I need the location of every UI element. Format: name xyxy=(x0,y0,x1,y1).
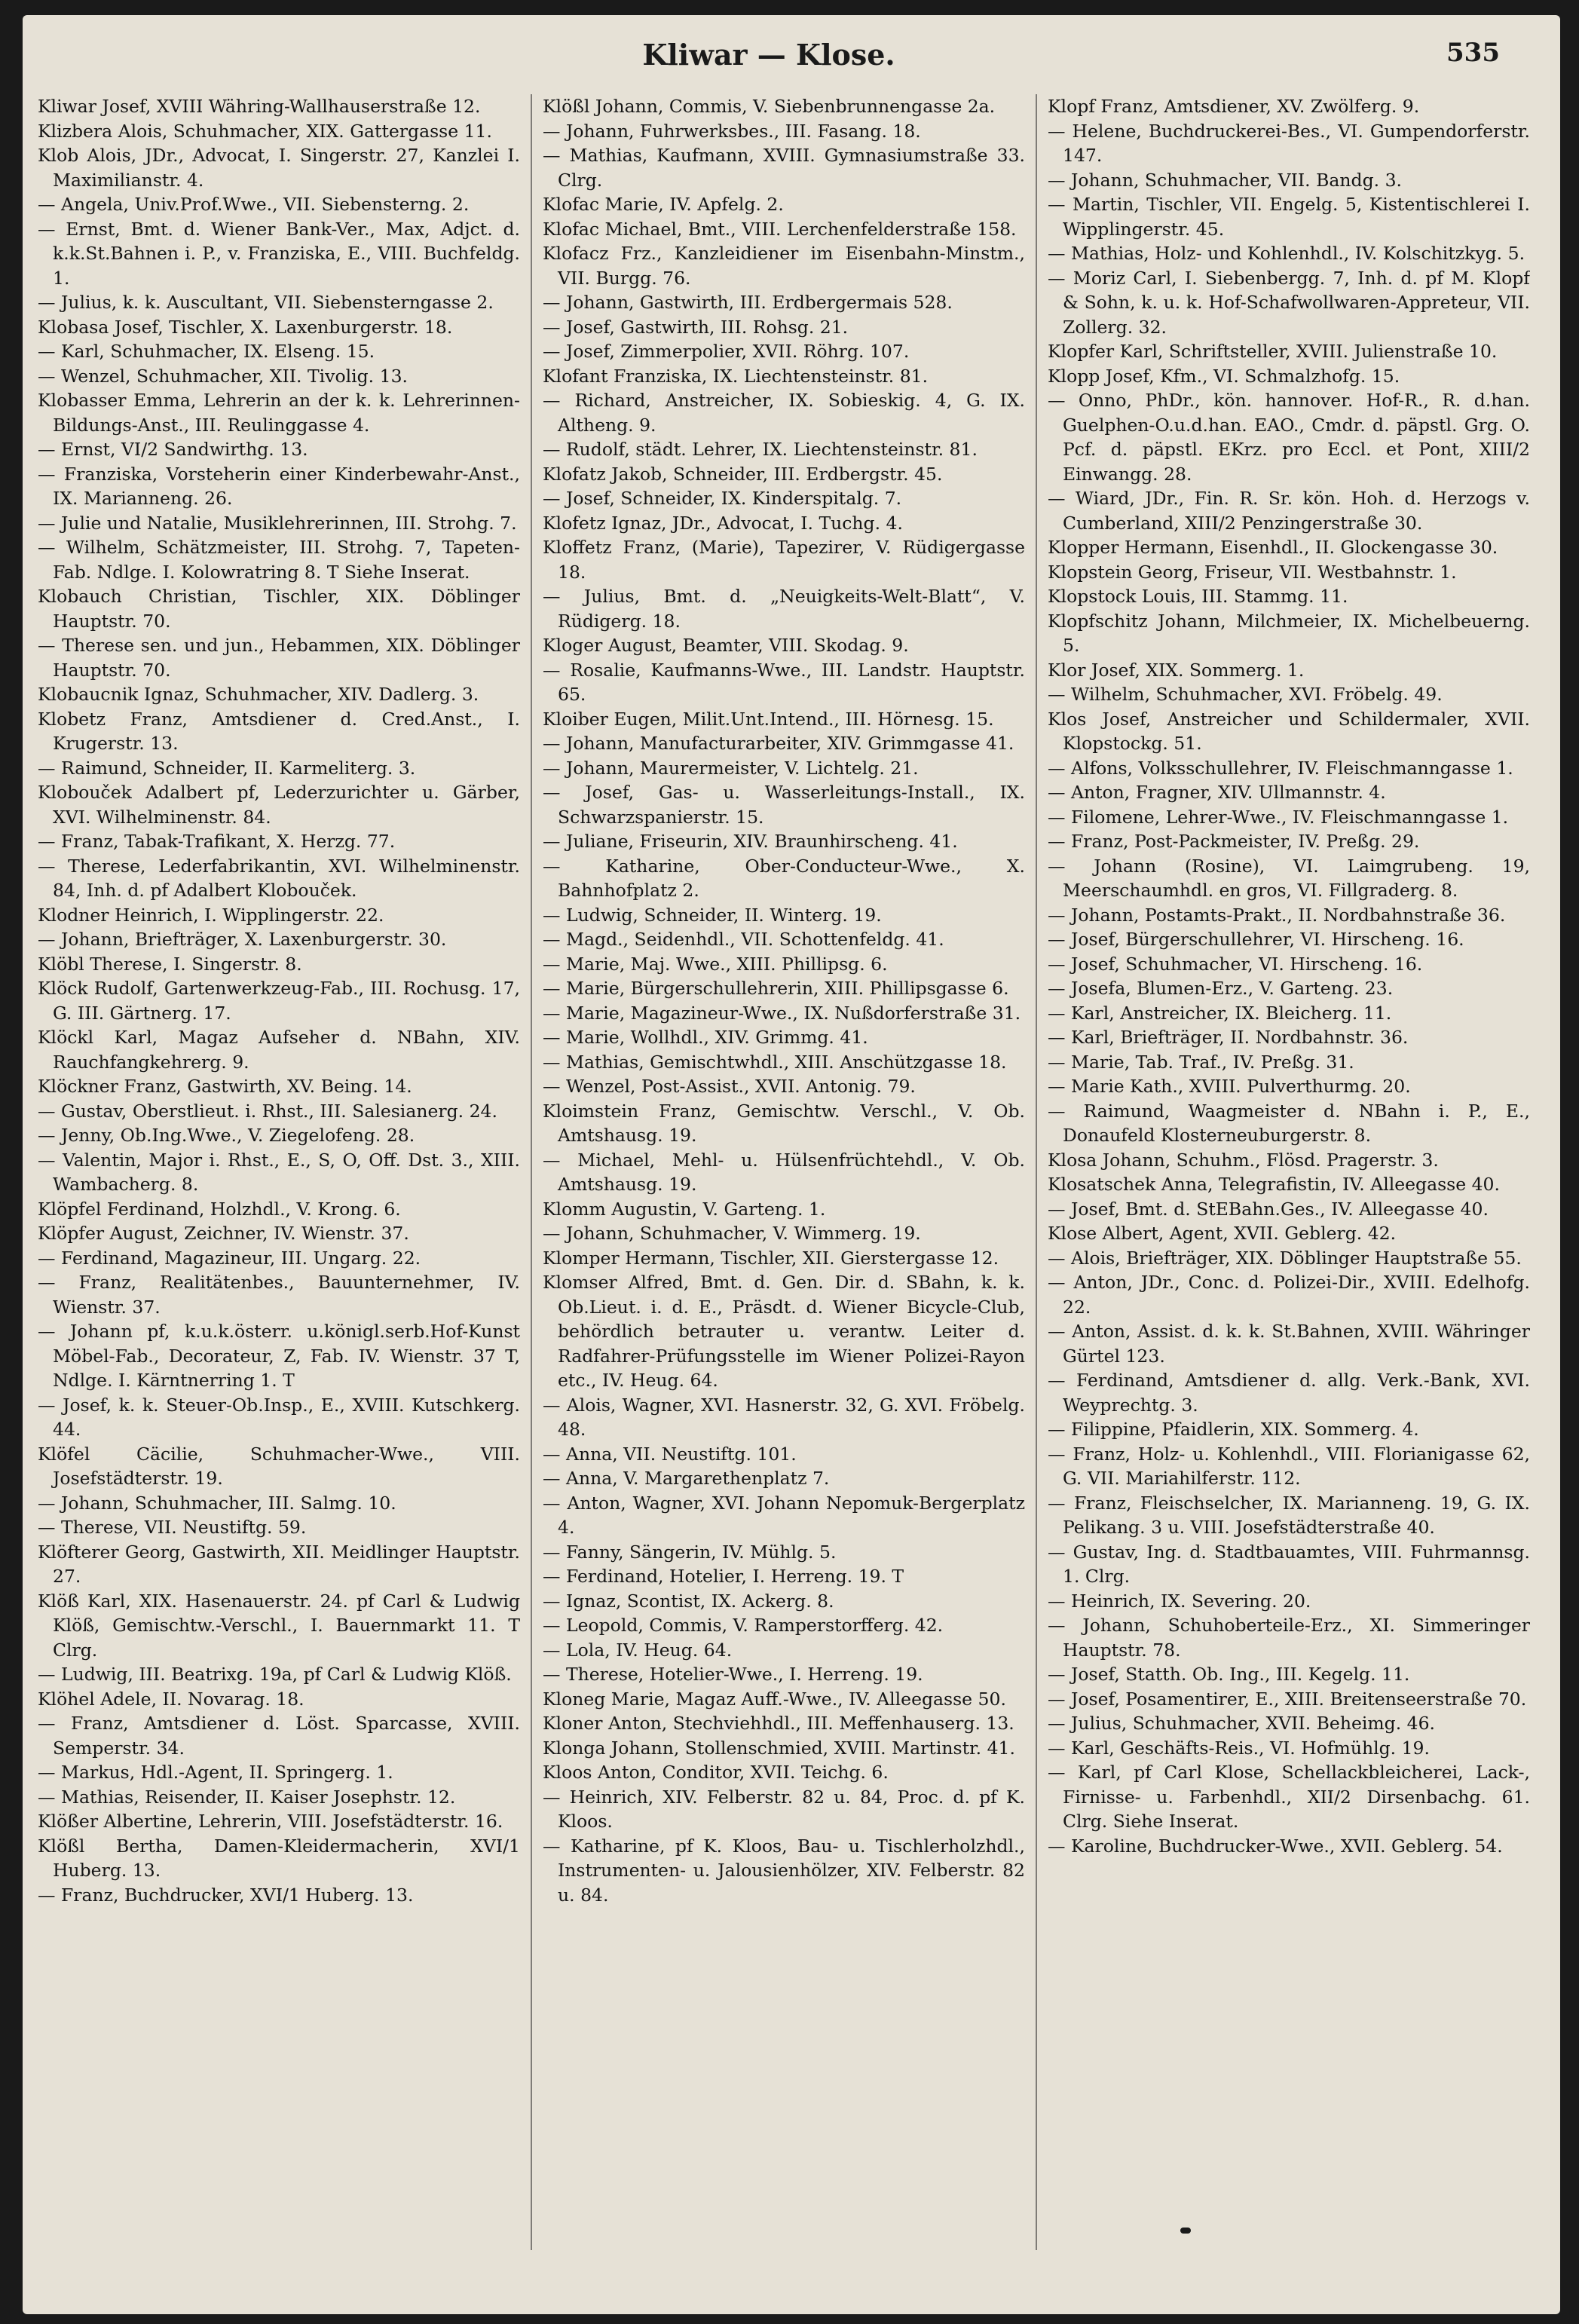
directory-entry: Klöckl Karl, Magaz Aufseher d. NBahn, XIV. Rauchfangkehrerg. 9. xyxy=(38,1027,520,1073)
directory-entry: — Johann, Postamts-Prakt., II. Nordbahnstraße 36. xyxy=(1048,904,1506,926)
directory-entry: — Anton, Wagner, XVI. Johann Nepomuk-Bergerplatz 4. xyxy=(543,1492,1025,1538)
directory-entry: — Anton, Assist. d. k. k. St.Bahnen, XVIII. Währinger Gürtel 123. xyxy=(1048,1321,1530,1367)
directory-entry: — Marie, Magazineur-Wwe., IX. Nußdorferstraße 31. xyxy=(543,1002,1021,1024)
directory-entry: — Mathias, Reisender, II. Kaiser Josephstr. 12. xyxy=(38,1786,456,1808)
directory-entry: — Julius, Bmt. d. „Neuigkeits-Welt-Blatt“, V. Rüdigerg. 18. xyxy=(543,586,1025,632)
directory-entry: Klöpfer August, Zeichner, IV. Wienstr. 37. xyxy=(38,1223,409,1244)
directory-entry: — Markus, Hdl.-Agent, II. Springerg. 1. xyxy=(38,1762,393,1783)
directory-entry: — Johann, Manufacturarbeiter, XIV. Grimmgasse 41. xyxy=(543,733,1014,754)
directory-entry: Kloiber Eugen, Milit.Unt.Intend., III. Hörnesg. 15. xyxy=(543,708,994,730)
directory-entry: — Jenny, Ob.Ing.Wwe., V. Ziegelofeng. 28. xyxy=(38,1125,415,1146)
directory-entry: — Ludwig, III. Beatrixg. 19a, pf Carl & Ludwig Klöß. xyxy=(38,1664,512,1685)
directory-entry: Klor Josef, XIX. Sommerg. 1. xyxy=(1048,659,1305,681)
directory-entry: Klobauch Christian, Tischler, XIX. Döblinger Hauptstr. 70. xyxy=(38,586,520,632)
column-3 xyxy=(1048,94,1530,2250)
page-header xyxy=(30,38,1507,83)
directory-entry: Klodner Heinrich, I. Wipplingerstr. 22. xyxy=(38,904,384,926)
directory-entry: — Karl, Schuhmacher, IX. Elseng. 15. xyxy=(38,341,375,362)
directory-entry: Klonga Johann, Stollenschmied, XVIII. Martinstr. 41. xyxy=(543,1737,1015,1759)
directory-entry: Kloimstein Franz, Gemischtw. Verschl., V. Ob. Amtshausg. 19. xyxy=(543,1100,1025,1146)
directory-entry: — Julie und Natalie, Musiklehrerinnen, III. Strohg. 7. xyxy=(38,512,517,534)
directory-entry: — Ferdinand, Hotelier, I. Herreng. 19. T xyxy=(543,1566,904,1587)
directory-entry: Klomper Hermann, Tischler, XII. Gierstergasse 12. xyxy=(543,1247,999,1269)
directory-entry: — Josef, Statth. Ob. Ing., III. Kegelg. 11. xyxy=(1048,1664,1410,1685)
directory-entry: — Johann pf, k.u.k.österr. u.königl.serb.Hof-Kunst Möbel-Fab., Decorateur, Z, Fab. IV. Wienstr. 37 T, Ndlge. I. Kärntnerring 1. T xyxy=(38,1321,520,1391)
directory-entry: — Katharine, pf K. Kloos, Bau- u. Tischlerholzhdl., Instrumenten- u. Jalousienhölzer, XIV. Felberstr. 82 u. 84. xyxy=(543,1835,1025,1906)
directory-entry: — Johann, Schuhoberteile-Erz., XI. Simmeringer Hauptstr. 78. xyxy=(1048,1615,1530,1661)
directory-entry: — Wiard, JDr., Fin. R. Sr. kön. Hoh. d. Herzogs v. Cumberland, XIII/2 Penzingerstraße 30. xyxy=(1048,488,1530,534)
directory-entry: Kloffetz Franz, (Marie), Tapezirer, V. Rüdigergasse 18. xyxy=(543,537,1025,583)
directory-entry: — Johann, Schuhmacher, III. Salmg. 10. xyxy=(38,1492,396,1514)
directory-entry: — Leopold, Commis, V. Ramperstorfferg. 42. xyxy=(543,1615,944,1636)
directory-entry: Klöbl Therese, I. Singerstr. 8. xyxy=(38,953,302,975)
page-number: 535 xyxy=(1446,38,1500,68)
directory-entry: — Mathias, Gemischtwhdl., XIII. Anschützgasse 18. xyxy=(543,1051,1007,1073)
directory-entry: Kliwar Josef, XVIII Währing-Wallhauserstraße 12. xyxy=(38,96,481,117)
directory-entry: — Alois, Briefträger, XIX. Döblinger Hauptstraße 55. xyxy=(1048,1247,1522,1269)
directory-entry: — Moriz Carl, I. Siebenbergg. 7, Inh. d. pf M. Klopf & Sohn, k. u. k. Hof-Schafwollwaren-Appreteur, VII. Zollerg. 32. xyxy=(1048,267,1530,338)
directory-entry: — Julius, Schuhmacher, XVII. Beheimg. 46. xyxy=(1048,1713,1436,1734)
column-1 xyxy=(38,94,520,2250)
directory-entry: — Wenzel, Schuhmacher, XII. Tivolig. 13. xyxy=(38,365,408,387)
directory-entry: Klöhel Adele, II. Novarag. 18. xyxy=(38,1688,304,1710)
directory-entry: — Michael, Mehl- u. Hülsenfrüchtehdl., V. Ob. Amtshausg. 19. xyxy=(543,1149,1025,1195)
directory-entry: Klomser Alfred, Bmt. d. Gen. Dir. d. SBahn, k. k. Ob.Lieut. i. d. E., Präsdt. d. Wiener Bicycle-Club, behördlich betrauter u. verantw. Leiter d. Radfahrer-Prüfungsstelle im Wiener Polizei-Rayon etc., IV. Heug. 64. xyxy=(543,1272,1025,1391)
directory-entry: Klos Josef, Anstreicher und Schildermaler, XVII. Klopstockg. 51. xyxy=(1048,708,1530,754)
directory-entry: Klose Albert, Agent, XVII. Geblerg. 42. xyxy=(1048,1223,1397,1244)
directory-entry: — Filippine, Pfaidlerin, XIX. Sommerg. 4. xyxy=(1048,1419,1419,1440)
directory-entry: — Alfons, Volksschullehrer, IV. Fleischmanngasse 1. xyxy=(1048,757,1513,779)
directory-entry: — Marie, Bürgerschullehrerin, XIII. Phillipsgasse 6. xyxy=(543,978,1009,999)
directory-entry: Klofac Michael, Bmt., VIII. Lerchenfelderstraße 158. xyxy=(543,218,1017,240)
directory-entry: Klobaucnik Ignaz, Schuhmacher, XIV. Dadlerg. 3. xyxy=(38,684,479,705)
directory-entry: — Josef, Bürgerschullehrer, VI. Hirscheng. 16. xyxy=(1048,929,1464,950)
directory-entry: — Franz, Amtsdiener d. Löst. Sparcasse, XVIII. Semperstr. 34. xyxy=(38,1713,520,1759)
directory-entry: — Juliane, Friseurin, XIV. Braunhirscheng. 41. xyxy=(543,831,958,852)
directory-entry: Klopstein Georg, Friseur, VII. Westbahnstr. 1. xyxy=(1048,561,1457,583)
directory-entry: Klofatz Jakob, Schneider, III. Erdbergstr. 45. xyxy=(543,463,943,485)
directory-entry: — Rudolf, städt. Lehrer, IX. Liechtensteinstr. 81. xyxy=(543,439,978,460)
directory-entry: — Franz, Holz- u. Kohlenhdl., VIII. Florianigasse 62, G. VII. Mariahilferstr. 112. xyxy=(1048,1443,1530,1489)
directory-entry: Klopf Franz, Amtsdiener, XV. Zwölferg. 9. xyxy=(1048,96,1420,117)
directory-entry: — Alois, Wagner, XVI. Hasnerstr. 32, G. XVI. Fröbelg. 48. xyxy=(543,1394,1025,1440)
directory-entry: — Josef, Zimmerpolier, XVII. Röhrg. 107. xyxy=(543,341,910,362)
directory-entry: — Johann, Schuhmacher, V. Wimmerg. 19. xyxy=(543,1223,921,1244)
directory-entry: — Josef, Posamentirer, E., XIII. Breitenseerstraße 70. xyxy=(1048,1688,1527,1710)
directory-entry: — Anna, VII. Neustiftg. 101. xyxy=(543,1443,797,1465)
directory-entry: — Gustav, Oberstlieut. i. Rhst., III. Salesianerg. 24. xyxy=(38,1100,497,1122)
directory-entry: — Julius, k. k. Auscultant, VII. Siebensterngasse 2. xyxy=(38,292,494,313)
directory-entry: — Raimund, Schneider, II. Karmeliterg. 3. xyxy=(38,757,416,779)
directory-entry: Klopfschitz Johann, Milchmeier, IX. Michelbeuerng. 5. xyxy=(1048,610,1530,656)
directory-entry: Klob Alois, JDr., Advocat, I. Singerstr. 27, Kanzlei I. Maximilianstr. 4. xyxy=(38,145,520,191)
directory-entry: — Therese, Lederfabrikantin, XVI. Wilhelminenstr. 84, Inh. d. pf Adalbert Klobouček. xyxy=(38,855,520,901)
directory-entry: — Johann, Briefträger, X. Laxenburgerstr. 30. xyxy=(38,929,447,950)
directory-entry: — Karl, pf Carl Klose, Schellackbleicherei, Lack-, Firnisse- u. Farbenhdl., XII/2 Dirsenbachg. 61. Clrg. Siehe Inserat. xyxy=(1048,1762,1530,1832)
directory-entry: — Martin, Tischler, VII. Engelg. 5, Kistentischlerei I. Wipplingerstr. 45. xyxy=(1048,194,1530,240)
directory-entry: — Ernst, Bmt. d. Wiener Bank-Ver., Max, Adjct. d. k.k.St.Bahnen i. P., v. Franziska, E., VIII. Buchfeldg. 1. xyxy=(38,218,520,289)
directory-entry: — Wenzel, Post-Assist., XVII. Antonig. 79. xyxy=(543,1076,916,1097)
directory-entry: — Karl, Geschäfts-Reis., VI. Hofmühlg. 19. xyxy=(1048,1737,1430,1759)
directory-entry: Klöß Karl, XIX. Hasenauerstr. 24. pf Carl & Ludwig Klöß, Gemischtw.-Verschl., I. Bauernmarkt 11. T Clrg. xyxy=(38,1590,520,1661)
directory-entry: — Ferdinand, Magazineur, III. Ungarg. 22. xyxy=(38,1247,421,1269)
directory-entry: — Rosalie, Kaufmanns-Wwe., III. Landstr. Hauptstr. 65. xyxy=(543,659,1025,705)
directory-entry: — Ludwig, Schneider, II. Winterg. 19. xyxy=(543,904,882,926)
column-divider xyxy=(531,94,532,2250)
directory-entry: — Franz, Post-Packmeister, IV. Preßg. 29. xyxy=(1048,831,1420,852)
directory-entry: Klöfterer Georg, Gastwirth, XII. Meidlinger Hauptstr. 27. xyxy=(38,1541,520,1587)
directory-entry: — Karoline, Buchdrucker-Wwe., XVII. Geblerg. 54. xyxy=(1048,1835,1503,1857)
directory-entry: Klomm Augustin, V. Garteng. 1. xyxy=(543,1198,826,1220)
directory-entry: Klopstock Louis, III. Stammg. 11. xyxy=(1048,586,1348,607)
running-title: Kliwar — Klose. xyxy=(642,38,895,72)
directory-entry: — Katharine, Ober-Conducteur-Wwe., X. Bahnhofplatz 2. xyxy=(543,855,1025,901)
directory-entry: Klosa Johann, Schuhm., Flösd. Pragerstr. 3. xyxy=(1048,1149,1439,1171)
directory-entry: — Raimund, Waagmeister d. NBahn i. P., E., Donaufeld Klosterneuburgerstr. 8. xyxy=(1048,1100,1530,1146)
directory-entry: — Johann (Rosine), VI. Laimgrubeng. 19, Meerschaumhdl. en gros, VI. Fillgraderg. 8. xyxy=(1048,855,1530,901)
directory-entry: Klobasa Josef, Tischler, X. Laxenburgerstr. 18. xyxy=(38,316,453,338)
directory-entry: — Johann, Gastwirth, III. Erdbergermais 528. xyxy=(543,292,953,313)
directory-entry: — Heinrich, XIV. Felberstr. 82 u. 84, Proc. d. pf K. Kloos. xyxy=(543,1786,1025,1832)
directory-entry: Klobetz Franz, Amtsdiener d. Cred.Anst., I. Krugerstr. 13. xyxy=(38,708,520,754)
directory-entry: — Anton, JDr., Conc. d. Polizei-Dir., XVIII. Edelhofg. 22. xyxy=(1048,1272,1530,1318)
directory-entry: Klofac Marie, IV. Apfelg. 2. xyxy=(543,194,784,215)
directory-entry: Klößl Johann, Commis, V. Siebenbrunnengasse 2a. xyxy=(543,96,996,117)
directory-entry: — Angela, Univ.Prof.Wwe., VII. Siebensterng. 2. xyxy=(38,194,470,215)
directory-entry: — Ferdinand, Amtsdiener d. allg. Verk.-Bank, XVI. Weyprechtg. 3. xyxy=(1048,1370,1530,1416)
directory-entry: — Franziska, Vorsteherin einer Kinderbewahr-Anst., IX. Marianneng. 26. xyxy=(38,463,520,509)
directory-entry: — Marie Kath., XVIII. Pulverthurmg. 20. xyxy=(1048,1076,1411,1097)
directory-entry: — Josefa, Blumen-Erz., V. Garteng. 23. xyxy=(1048,978,1394,999)
directory-entry: — Josef, Schuhmacher, VI. Hirscheng. 16. xyxy=(1048,953,1423,975)
directory-entry: — Anna, V. Margarethenplatz 7. xyxy=(543,1468,830,1489)
directory-entry: — Therese sen. und jun., Hebammen, XIX. Döblinger Hauptstr. 70. xyxy=(38,635,520,681)
directory-entry: — Valentin, Major i. Rhst., E., S, O, Off. Dst. 3., XIII. Wambacherg. 8. xyxy=(38,1149,520,1195)
directory-entry: — Fanny, Sängerin, IV. Mühlg. 5. xyxy=(543,1541,837,1563)
directory-entry: Klobasser Emma, Lehrerin an der k. k. Lehrerinnen-Bildungs-Anst., III. Reulinggasse 4. xyxy=(38,390,520,436)
directory-entry: — Marie, Tab. Traf., IV. Preßg. 31. xyxy=(1048,1051,1354,1073)
directory-entry: — Karl, Anstreicher, IX. Bleicherg. 11. xyxy=(1048,1002,1392,1024)
directory-entry: — Richard, Anstreicher, IX. Sobieskig. 4, G. IX. Altheng. 9. xyxy=(543,390,1025,436)
directory-entry: — Heinrich, IX. Severing. 20. xyxy=(1048,1590,1311,1612)
directory-entry: Klizbera Alois, Schuhmacher, XIX. Gattergasse 11. xyxy=(38,120,492,142)
directory-entry: — Ignaz, Scontist, IX. Ackerg. 8. xyxy=(543,1590,834,1612)
directory-entry: — Magd., Seidenhdl., VII. Schottenfeldg. 41. xyxy=(543,929,944,950)
directory-entry: Kloneg Marie, Magaz Auff.-Wwe., IV. Alleegasse 50. xyxy=(543,1688,1006,1710)
directory-entry: Klofacz Frz., Kanzleidiener im Eisenbahn-Minstm., VII. Burgg. 76. xyxy=(543,243,1025,289)
directory-entry: — Franz, Fleischselcher, IX. Marianneng. 19, G. IX. Pelikang. 3 u. VIII. Josefstädterstraße 40. xyxy=(1048,1492,1530,1538)
directory-entry: — Franz, Tabak-Trafikant, X. Herzg. 77. xyxy=(38,831,396,852)
directory-entry: — Josef, Gas- u. Wasserleitungs-Install., IX. Schwarzspanierstr. 15. xyxy=(543,782,1025,828)
directory-entry: — Therese, Hotelier-Wwe., I. Herreng. 19. xyxy=(543,1664,923,1685)
directory-entry: — Wilhelm, Schätzmeister, III. Strohg. 7, Tapeten-Fab. Ndlge. I. Kolowratring 8. T Siehe Inserat. xyxy=(38,537,520,583)
directory-entry: — Johann, Schuhmacher, VII. Bandg. 3. xyxy=(1048,169,1402,191)
directory-entry: — Ernst, VI/2 Sandwirthg. 13. xyxy=(38,439,308,460)
directory-entry: Klopp Josef, Kfm., VI. Schmalzhofg. 15. xyxy=(1048,365,1400,387)
directory-entry: Klößer Albertine, Lehrerin, VIII. Josefstädterstr. 16. xyxy=(38,1811,503,1832)
directory-entry: — Johann, Fuhrwerksbes., III. Fasang. 18. xyxy=(543,120,921,142)
directory-entry: — Lola, IV. Heug. 64. xyxy=(543,1639,733,1661)
directory-entry: Klöckner Franz, Gastwirth, XV. Being. 14. xyxy=(38,1076,412,1097)
directory-entry: Kloner Anton, Stechviehhdl., III. Meffenhauserg. 13. xyxy=(543,1713,1014,1734)
directory-entry: — Onno, PhDr., kön. hannover. Hof-R., R. d.han. Guelphen-O.u.d.han. EAO., Cmdr. d. päpstl. Grg. O. Pcf. d. päpstl. EKrz. pro Eccl. et Pont, XIII/2 Einwangg. 28. xyxy=(1048,390,1530,485)
directory-entry: Klopper Hermann, Eisenhdl., II. Glockengasse 30. xyxy=(1048,537,1498,558)
directory-entry: — Helene, Buchdruckerei-Bes., VI. Gumpendorferstr. 147. xyxy=(1048,120,1530,166)
directory-entry: — Johann, Maurermeister, V. Lichtelg. 21. xyxy=(543,757,919,779)
directory-entry: Klößl Bertha, Damen-Kleidermacherin, XVI/1 Huberg. 13. xyxy=(38,1835,520,1881)
directory-entry: — Karl, Briefträger, II. Nordbahnstr. 36. xyxy=(1048,1027,1409,1048)
directory-entry: — Marie, Wollhdl., XIV. Grimmg. 41. xyxy=(543,1027,868,1048)
directory-entry: Klofetz Ignaz, JDr., Advocat, I. Tuchg. 4. xyxy=(543,512,903,534)
directory-entry: Kloger August, Beamter, VIII. Skodag. 9. xyxy=(543,635,909,656)
directory-entry: — Josef, Schneider, IX. Kinderspitalg. 7. xyxy=(543,488,902,509)
directory-entry: Klopfer Karl, Schriftsteller, XVIII. Julienstraße 10. xyxy=(1048,341,1498,362)
directory-entry: — Franz, Realitätenbes., Bauunternehmer, IV. Wienstr. 37. xyxy=(38,1272,520,1318)
directory-entry: — Franz, Buchdrucker, XVI/1 Huberg. 13. xyxy=(38,1884,414,1906)
column-2 xyxy=(543,94,1025,2250)
column-divider xyxy=(1036,94,1037,2250)
directory-entry: — Filomene, Lehrer-Wwe., IV. Fleischmanngasse 1. xyxy=(1048,806,1509,828)
directory-entry: — Mathias, Kaufmann, XVIII. Gymnasiumstraße 33. Clrg. xyxy=(543,145,1025,191)
directory-entry: Klosatschek Anna, Telegrafistin, IV. Alleegasse 40. xyxy=(1048,1174,1500,1195)
directory-entry: Klöck Rudolf, Gartenwerkzeug-Fab., III. Rochusg. 17, G. III. Gärtnerg. 17. xyxy=(38,978,520,1024)
directory-entry: Kloos Anton, Conditor, XVII. Teichg. 6. xyxy=(543,1762,889,1783)
printer-mark xyxy=(1180,2228,1191,2234)
directory-entry: Klöfel Cäcilie, Schuhmacher-Wwe., VIII. Josefstädterstr. 19. xyxy=(38,1443,520,1489)
directory-entry: — Josef, Bmt. d. StEBahn.Ges., IV. Alleegasse 40. xyxy=(1048,1198,1489,1220)
directory-entry: — Gustav, Ing. d. Stadtbauamtes, VIII. Fuhrmannsg. 1. Clrg. xyxy=(1048,1541,1530,1587)
directory-entry: — Anton, Fragner, XIV. Ullmannstr. 4. xyxy=(1048,782,1386,803)
directory-entry: — Josef, k. k. Steuer-Ob.Insp., E., XVIII. Kutschkerg. 44. xyxy=(38,1394,520,1440)
directory-entry: — Josef, Gastwirth, III. Rohsg. 21. xyxy=(543,316,849,338)
directory-entry: Klofant Franziska, IX. Liechtensteinstr. 81. xyxy=(543,365,929,387)
directory-entry: Klobouček Adalbert pf, Lederzurichter u. Gärber, XVI. Wilhelminenstr. 84. xyxy=(38,782,520,828)
directory-entry: — Therese, VII. Neustiftg. 59. xyxy=(38,1517,307,1538)
directory-entry: — Marie, Maj. Wwe., XIII. Phillipsg. 6. xyxy=(543,953,888,975)
directory-entry: — Mathias, Holz- und Kohlenhdl., IV. Kolschitzkyg. 5. xyxy=(1048,243,1525,264)
directory-entry: Klöpfel Ferdinand, Holzhdl., V. Krong. 6. xyxy=(38,1198,401,1220)
directory-entry: — Wilhelm, Schuhmacher, XVI. Fröbelg. 49. xyxy=(1048,684,1443,705)
